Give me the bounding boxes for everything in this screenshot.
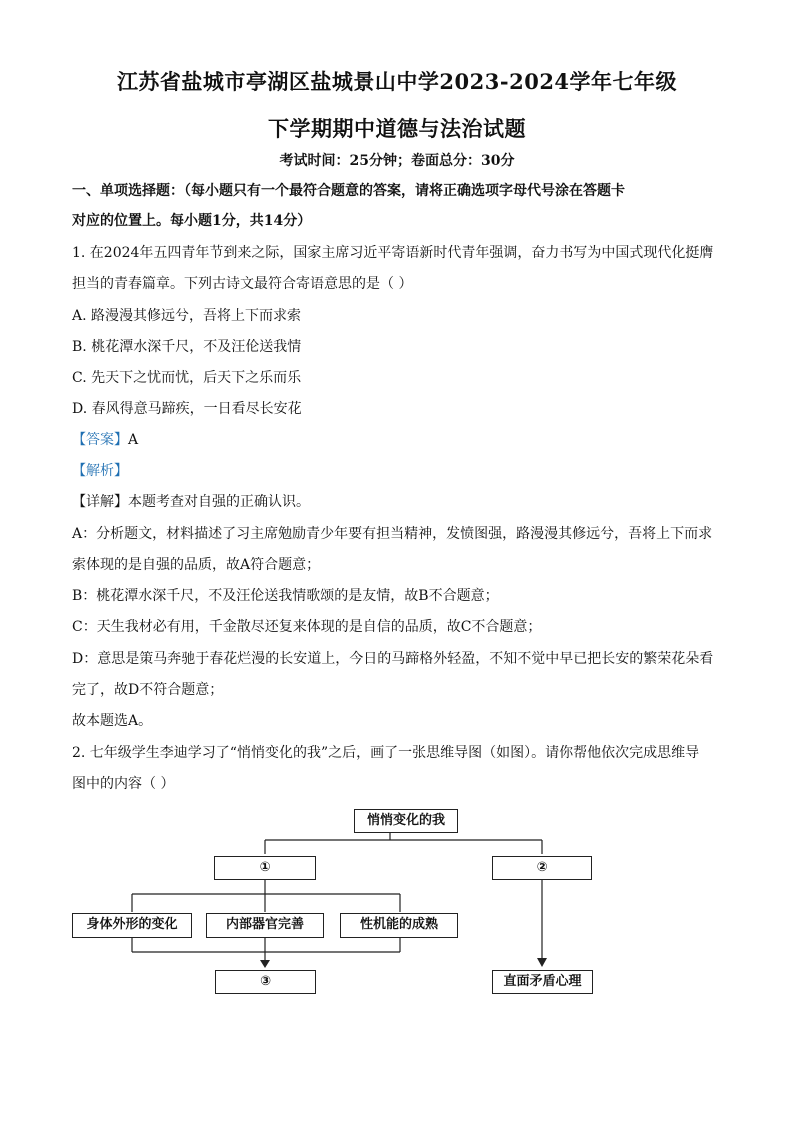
q1-stem-line-2: 担当的青春篇章。下列古诗文最符合寄语意思的是（ ） bbox=[72, 276, 413, 292]
title-line-2: 下学期期中道德与法治试题 bbox=[268, 116, 526, 141]
q1-answer bbox=[72, 430, 722, 450]
q1-option-b: B. 桃花潭水深千尺，不及汪伦送我情 bbox=[72, 339, 302, 355]
answer-value: A bbox=[128, 432, 139, 448]
answer-label: 【答案】 bbox=[72, 432, 128, 448]
section-heading-line-1: 一、单项选择题：（每小题只有一个最符合题意的答案，请将正确选项字母代号涂在答题卡 bbox=[72, 183, 625, 199]
q1-explain-b: B：桃花潭水深千尺，不及汪伦送我情歌颂的是友情，故B不合题意； bbox=[72, 588, 499, 604]
mind-map-node-3: ③ bbox=[215, 970, 316, 994]
connector-lines bbox=[132, 833, 542, 962]
q1-option-c: C. 先天下之忧而忧，后天下之乐而乐 bbox=[72, 370, 302, 386]
q1-conclusion: 故本题选A。 bbox=[72, 713, 153, 729]
mind-map-node-1: ① bbox=[214, 856, 316, 880]
arrow-to-child-d bbox=[537, 958, 547, 967]
q1-detail bbox=[72, 492, 722, 512]
mind-map-node-2: ② bbox=[492, 856, 592, 880]
title-line-1: 江苏省盐城市亭湖区盐城景山中学2023-2024学年七年级 bbox=[116, 69, 678, 94]
q2-stem-line-1: 2. 七年级学生李迪学习了“悄悄变化的我”之后，画了一张思维导图（如图）。请你帮他依次完成思维导 bbox=[72, 745, 700, 761]
mind-map-root: 悄悄变化的我 bbox=[354, 809, 458, 833]
q2-stem-line-2: 图中的内容（ ） bbox=[72, 776, 175, 792]
q1-explain-c: C：天生我材必有用，千金散尽还复来体现的是自信的品质，故C不合题意； bbox=[72, 619, 542, 635]
arrow-to-node3 bbox=[260, 960, 270, 968]
q1-explain-a-line-2: 索体现的是自强的品质，故A符合题意； bbox=[72, 557, 321, 573]
exam-info: 考试时间：25分钟；卷面总分：30分 bbox=[279, 153, 515, 169]
mind-map-child-a: 身体外形的变化 bbox=[72, 913, 192, 938]
detail-text: 本题考查对自强的正确认识。 bbox=[128, 494, 310, 510]
q1-explain-d-line-2: 完了，故D不符合题意； bbox=[72, 682, 224, 698]
q1-analysis bbox=[72, 461, 722, 481]
section-heading-line-2: 对应的位置上。每小题1分，共14分） bbox=[72, 213, 312, 229]
q1-explain-d-line-1: D：意思是策马奔驰于春花烂漫的长安道上，今日的马蹄格外轻盈，不知不觉中早已把长安的繁荣花朵看 bbox=[72, 651, 714, 667]
q1-option-d: D. 春风得意马蹄疾，一日看尽长安花 bbox=[72, 401, 302, 417]
q1-option-a: A. 路漫漫其修远兮，吾将上下而求索 bbox=[72, 308, 302, 324]
mind-map-child-b: 内部器官完善 bbox=[206, 913, 324, 938]
q1-explain-a-line-1: A：分析题文，材料描述了习主席勉励青少年要有担当精神，发愤图强，路漫漫其修远兮，吾将上下而求 bbox=[72, 526, 713, 542]
detail-label: 【详解】 bbox=[72, 494, 128, 510]
mind-map-child-d: 直面矛盾心理 bbox=[492, 970, 593, 994]
mind-map-child-c: 性机能的成熟 bbox=[340, 913, 458, 938]
q1-stem-line-1: 1. 在2024年五四青年节到来之际，国家主席习近平寄语新时代青年强调，奋力书写为中国式现代化挺膺 bbox=[72, 245, 714, 261]
analysis-label: 【解析】 bbox=[72, 463, 128, 479]
